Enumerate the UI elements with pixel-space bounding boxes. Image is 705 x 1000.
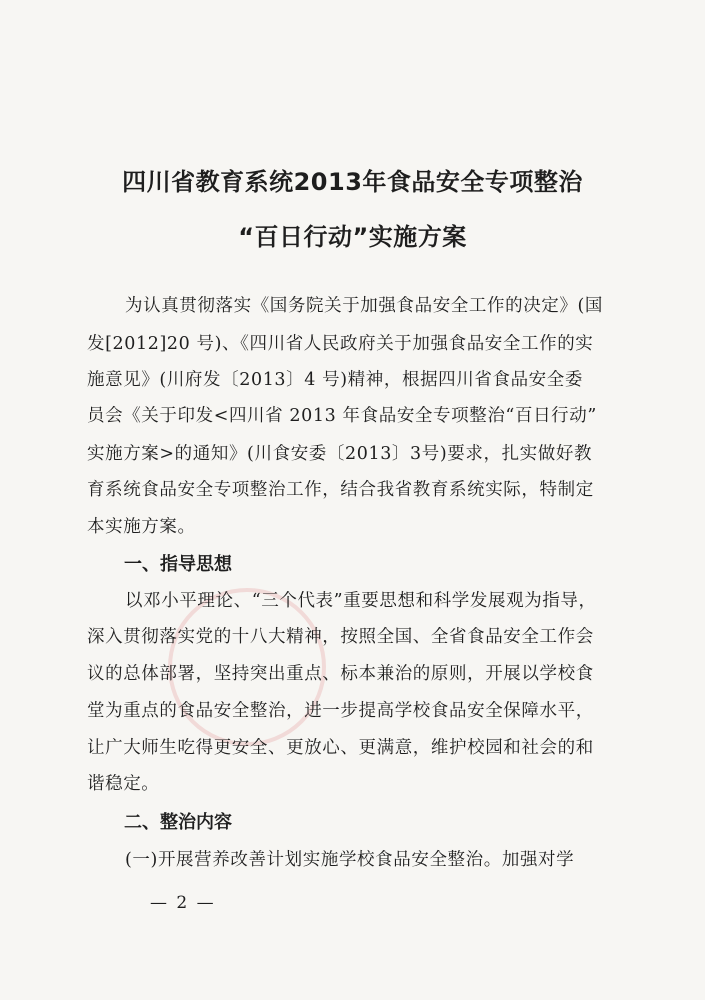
document-title-line-2: “百日行动”实施方案 <box>238 223 467 251</box>
section1-line-5: 让广大师生吃得更安全、更放心、更满意，维护校园和社会的和 <box>87 738 594 758</box>
section1-line-2: 深入贯彻落实党的十八大精神，按照全国、全省食品安全工作会 <box>87 627 594 647</box>
section-heading-remediation-content: 二、整治内容 <box>124 812 232 833</box>
intro-line-7: 本实施方案。 <box>87 517 196 537</box>
section1-line-6: 谐稳定。 <box>87 774 160 794</box>
document-title-line-1: 四川省教育系统2013年食品安全专项整治 <box>122 168 583 196</box>
intro-line-2: 发[2012]20 号)、《四川省人民政府关于加强食品安全工作的实 <box>87 334 594 354</box>
section1-line-3: 议的总体部署，坚持突出重点、标本兼治的原则，开展以学校食 <box>87 664 594 684</box>
intro-line-1: 为认真贯彻落实《国务院关于加强食品安全工作的决定》(国 <box>125 296 604 316</box>
intro-line-4: 员会《关于印发<四川省 2013 年食品安全专项整治“百日行动” <box>87 406 597 426</box>
section1-line-1: 以邓小平理论、“三个代表”重要思想和科学发展观为指导， <box>125 591 597 611</box>
section2-line-1: (一)开展营养改善计划实施学校食品安全整治。加强对学 <box>125 850 575 870</box>
page-number: — 2 — <box>150 893 216 913</box>
intro-line-5: 实施方案>的通知》(川食安委〔2013〕3号)要求，扎实做好教 <box>87 444 593 464</box>
section-heading-guiding-ideology: 一、指导思想 <box>124 554 232 575</box>
intro-line-3: 施意见》(川府发〔2013〕4 号)精神，根据四川省食品安全委 <box>87 370 583 390</box>
section1-line-4: 堂为重点的食品安全整治，进一步提高学校食品安全保障水平， <box>87 701 594 721</box>
intro-line-6: 育系统食品安全专项整治工作，结合我省教育系统实际，特制定 <box>87 480 594 500</box>
